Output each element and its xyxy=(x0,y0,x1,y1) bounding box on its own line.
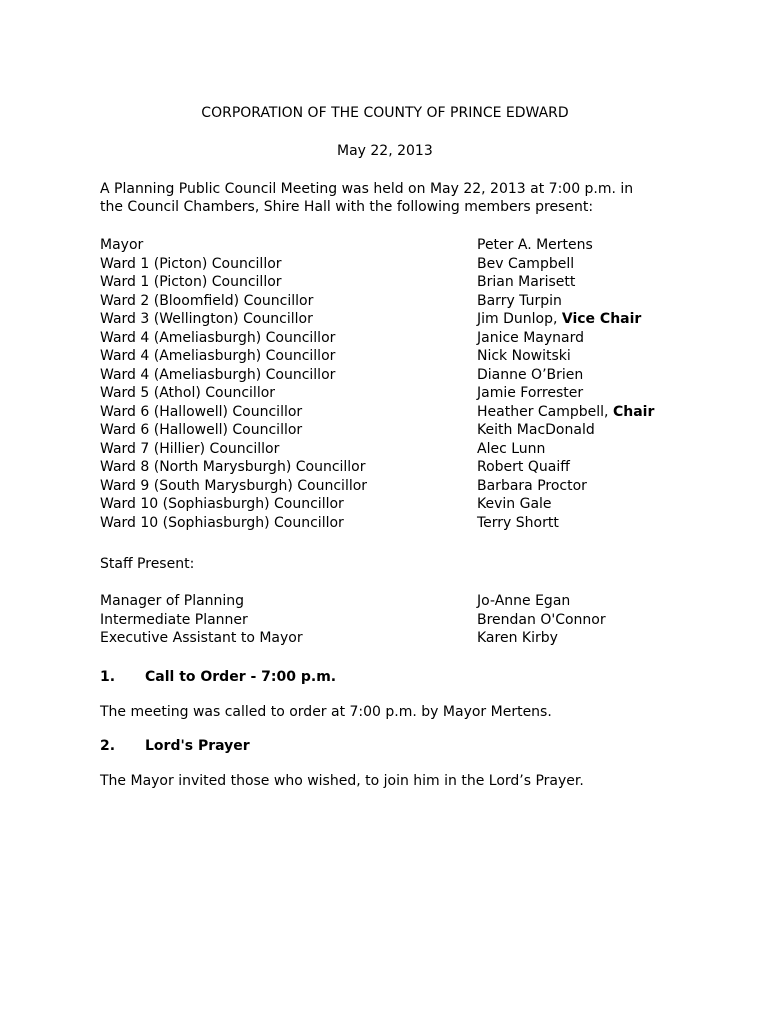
member-name-row xyxy=(477,403,654,422)
member-name: Barry Turpin xyxy=(477,292,562,309)
member-role: Ward 10 (Sophiasburgh) Councillor xyxy=(100,496,344,512)
section-title: Call to Order - 7:00 p.m. xyxy=(145,669,337,685)
member-role: Ward 4 (Ameliasburgh) Councillor xyxy=(100,348,336,364)
member-role: Ward 5 (Athol) Councillor xyxy=(100,385,276,401)
member-role: Ward 4 (Ameliasburgh) Councillor xyxy=(100,366,336,383)
section-body: The Mayor invited those who wished, to join him in the Lord’s Prayer. xyxy=(100,773,584,789)
member-name-row xyxy=(477,384,654,403)
member-role: Ward 1 (Picton) Councillor xyxy=(100,274,282,290)
intro-line-2: the Council Chambers, Shire Hall with the following members present: xyxy=(100,199,594,215)
staff-role-column xyxy=(100,592,303,648)
member-name-row xyxy=(477,514,654,533)
intro-line-1: A Planning Public Council Meeting was held on May 22, 2013 at 7:00 p.m. in xyxy=(100,181,634,197)
member-name: Nick Nowitski xyxy=(477,348,571,364)
member-name-row xyxy=(477,236,654,255)
staff-name: Karen Kirby xyxy=(477,630,558,646)
member-name-row xyxy=(477,458,654,477)
member-name-row xyxy=(477,292,654,311)
member-role: Ward 3 (Wellington) Councillor xyxy=(100,311,313,327)
member-name-row xyxy=(477,440,654,459)
member-name-row xyxy=(477,495,654,514)
member-name: Terry Shortt xyxy=(477,514,559,531)
member-name-row xyxy=(477,273,654,292)
members-role-column xyxy=(100,236,367,532)
member-name: Brian Marisett xyxy=(477,274,576,290)
member-role: Ward 7 (Hillier) Councillor xyxy=(100,440,280,457)
member-role: Ward 6 (Hallowell) Councillor xyxy=(100,403,303,420)
member-title: Vice Chair xyxy=(561,311,642,327)
member-name: Jim Dunlop, xyxy=(477,311,562,327)
member-name-row xyxy=(477,329,654,348)
section-number: 2. xyxy=(100,738,116,754)
member-role: Ward 4 (Ameliasburgh) Councillor xyxy=(100,329,336,346)
member-name: Barbara Proctor xyxy=(477,477,587,494)
member-name: Alec Lunn xyxy=(477,440,546,457)
member-name-row xyxy=(477,366,654,385)
member-role: Mayor xyxy=(100,237,144,253)
section-body: The meeting was called to order at 7:00 p.m. by Mayor Mertens. xyxy=(100,704,552,720)
document-title: CORPORATION OF THE COUNTY OF PRINCE EDWARD xyxy=(201,105,569,121)
member-name: Jamie Forrester xyxy=(477,385,584,401)
staff-heading: Staff Present: xyxy=(100,556,195,572)
member-name-row xyxy=(477,477,654,496)
staff-name-column xyxy=(477,592,606,648)
member-name-row xyxy=(477,421,654,440)
member-name: Robert Quaiff xyxy=(477,459,570,475)
members-name-column xyxy=(477,236,654,532)
member-name-row xyxy=(477,255,654,274)
section-number: 1. xyxy=(100,669,116,685)
member-name: Bev Campbell xyxy=(477,255,575,272)
member-name-row xyxy=(477,310,654,329)
member-name: Dianne O’Brien xyxy=(477,366,584,383)
member-role: Ward 2 (Bloomfield) Councillor xyxy=(100,292,314,309)
member-role: Ward 6 (Hallowell) Councillor xyxy=(100,422,303,438)
staff-role: Intermediate Planner xyxy=(100,611,248,628)
member-name: Heather Campbell, xyxy=(477,403,613,420)
member-role: Ward 10 (Sophiasburgh) Councillor xyxy=(100,514,344,531)
member-role: Ward 9 (South Marysburgh) Councillor xyxy=(100,477,368,494)
member-role: Ward 1 (Picton) Councillor xyxy=(100,255,282,272)
member-name-row xyxy=(477,347,654,366)
member-name: Keith MacDonald xyxy=(477,422,595,438)
member-name: Kevin Gale xyxy=(477,496,552,512)
member-name: Peter A. Mertens xyxy=(477,237,593,253)
staff-name: Jo-Anne Egan xyxy=(477,593,571,609)
meeting-date: May 22, 2013 xyxy=(337,143,433,159)
member-name: Janice Maynard xyxy=(477,329,585,346)
staff-name: Brendan O'Connor xyxy=(477,611,606,628)
member-role: Ward 8 (North Marysburgh) Councillor xyxy=(100,459,366,475)
member-title: Chair xyxy=(612,403,655,420)
staff-role: Executive Assistant to Mayor xyxy=(100,630,303,646)
section-title: Lord's Prayer xyxy=(145,738,250,754)
staff-role: Manager of Planning xyxy=(100,593,245,609)
